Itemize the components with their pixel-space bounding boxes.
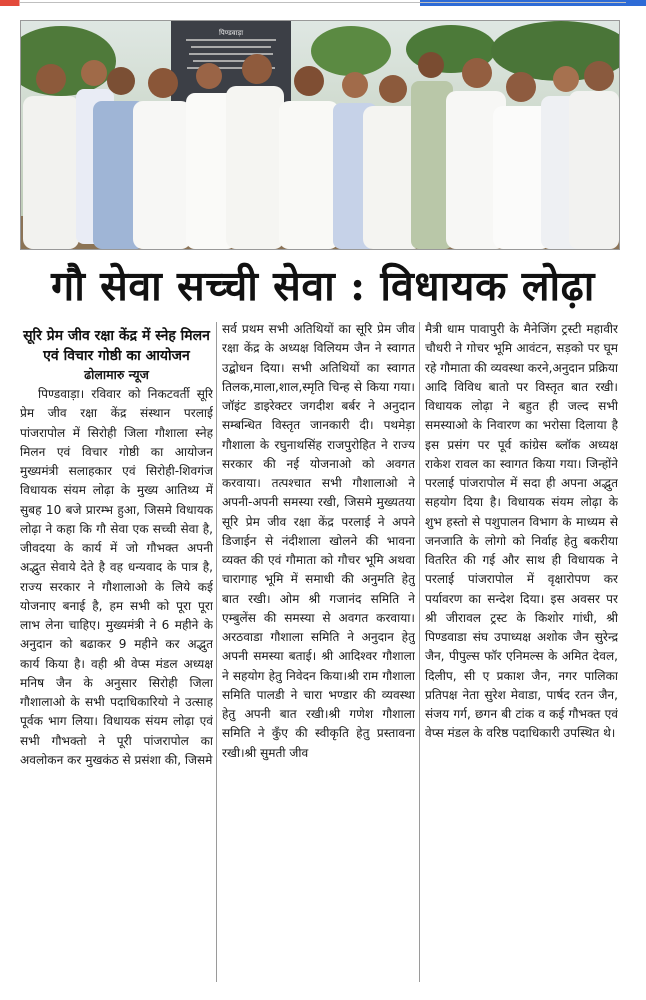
byline: ढोलामारु न्यूज [84,367,149,382]
column-2-text: सर्व प्रथम सभी अतिथियों का सूरि प्रेम जीव रक्षा केंद्र के अध्यक्ष विलियम जैन ने स्वागत उद्बोधन दिया। सभी अतिथियों का स्वागत तिलक,माला,शाल,स्मृति चिन्ह से किया गया।जॉइंट डाइरेक्टर जगदीश बर्बर ने अनुदान सम्बन्धित विस्तृत जानकारी दी। पथमेड़ा गौशाला के रघुनाथसिंह राजपुरोहित ने राज्य सरकार की नई योजनाओ को अवगत करवाया। तत्पश्चात सभी गौशालाओ ने अपनी-अपनी समस्या रखी, जिसमे मुख्यतया सूरि प्रेम जीव रक्षा केंद्र परलाई ने अपने डिजाईन से नंदीशाला खोलने की भावना व्यक्त की एवं गौमाता को गौचर भूमि अथवा चारागाह भूमि में समाधी की अनुमति हेतु बात रखी। ओम श्री गजानंद समिति ने एम्बुलेंस की समस्या से अवगत करवाया। अरठवाडा गौशाला समिति ने अनुदान हेतु अपनी समस्या बताई। श्री आदिश्वर गौशाला ने सहयोग हेतु निवेदन किया।श्री राम गौशाला समिति पालडी ने चारा भण्डार की व्यवस्था हेतु अपनी बात रखी।श्री गणेश गौशाला समिति ने कुँए की स्वीकृति हेतु प्रस्तावना रखी।श्री सुमती जीव [222,322,415,760]
headline: गौ सेवा सच्ची सेवा : विधायक लोढ़ा [51,262,595,310]
group-photo-icon [21,21,619,249]
column-1-text: पिण्डवाड़ा। रविवार को निकटवर्ती सूरि प्रेम जीव रक्षा केंद्र संस्थान परलाई पांजरापोल में सिरोही जिला गौशाला स्नेह मिलन एवं विचार गोष्ठी का आयोजन मुख्यमंत्री सलाहकार एवं सिरोही-शिवगंज विधायक संयम लोढ़ा के मुख्य आतिथ्य में सुबह 10 बजे प्रारम्भ हुआ, जिसमे विधायक लोढ़ा ने कहा कि गौ सेवा एक सच्ची सेवा है, जीवदया के कार्य में जो गौभक्त अपनी अद्भुत सेवाये देते है वह धन्यवाद के पात्र है, राज्य सरकार ने गौशालाओ के लिये कई योजनाए बनाई है, हम सभी को पूरा पूरा लाभ लेना चाहिए। मुख्यमंत्री ने 6 महीने के अनुदान को बढाकर 9 महीने कर अद्भुत कार्य किया है। वही श्री वेप्स मंडल अध्यक्ष मनिष जैन के अनुसार सिरोही जिला गौशालाओ के सभी पदाधिकारियो ने उत्साह पूर्वक भाग लिया। विधायक संयम लोढ़ा एवं सभी गौभक्तो ने पूरी पांजरापोल का अवलोकन कर मुखकंठ से प्रसंशा की, जिसमे [20,387,213,767]
page-top-color-bar [0,0,646,6]
top-thin-rule [20,2,626,3]
news-photo [20,20,620,250]
sub-headline: सूरि प्रेम जीव रक्षा केंद्र में स्नेह मिलन एवं विचार गोष्ठी का आयोजन [23,328,210,364]
column-3-text: मैत्री धाम पावापुरी के मैनेजिंग ट्रस्टी महावीर चौधरी ने गोचर भूमि आवंटन, सड़को पर घूम रहे गौमाता की व्यवस्था करने,अनुदान प्रक्रिया आदि विविध बातो पर विस्तृत बात रखी। विधायक लोढ़ा ने बहुत ही जल्द सभी समस्याओ के निवारण का भरोसा दिलाया है इस प्रसंग पर पूर्व कांग्रेस ब्लॉक अध्यक्ष राकेश रावल का स्वागत किया गया। जिन्होंने परलाई पांजरापोल में सदा ही अपना अद्भुत सहयोग दिया है। विधायक संयम लोढ़ा के शुभ हस्तो से पशुपालन विभाग के माध्यम से जनजाति के लोगो को निर्वाह हेतु बकरीया वितरित की गई और साथ ही विधायक ने परलाई पांजरापोल में वृक्षारोपण कर पर्यावरण का सन्देश दिया। इस अवसर पर श्री जीरावल ट्रस्ट के किशोर गांधी, श्री पिण्डवाडा संघ उपाध्यक्ष अशोक जैन सुरेन्द्र जैन, पीपुल्स फॉर एनिमल्स के अमित देवल, दिलीप, सी ए प्रकाश जैन, नगर पालिका प्रतिपक्ष नेता सुरेश मेवाडा, पार्षद रतन जैन, संजय गर्ग, छगन बी टांक व कई गौभक्त एवं वेप्स मंडल के वरिष्ठ पदाधिकारी उपस्थित थे। [425,322,618,741]
article-column-1 [20,320,213,992]
column-divider [419,322,420,982]
article-column-2 [222,320,415,992]
column-divider [216,322,217,982]
article-column-3 [425,320,618,992]
plaque-text: पिण्डवाड़ा [218,29,244,37]
